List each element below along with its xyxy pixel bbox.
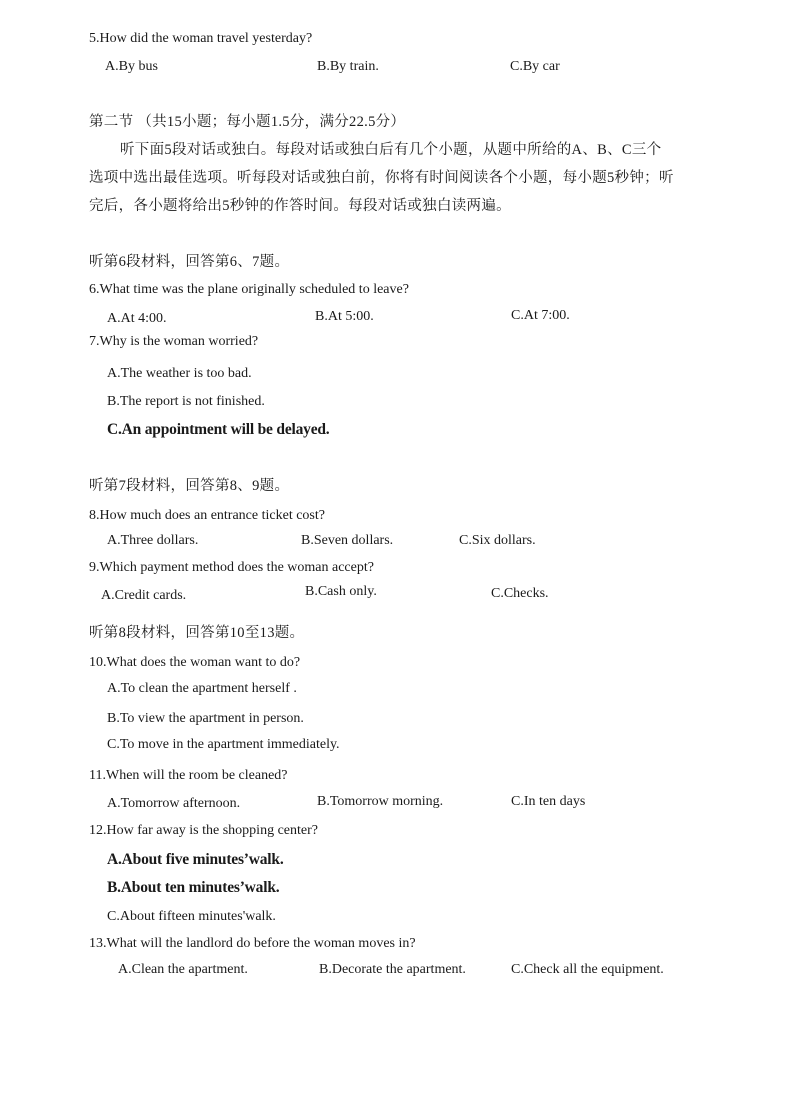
q12-option-c: C.About fifteen minutes'walk.: [107, 909, 276, 924]
section-heading: 第二节 （共15小题；每小题1.5分，满分22.5分）: [89, 114, 406, 130]
q7-option-b: B.The report is not finished.: [107, 394, 265, 409]
q8-option-a: A.Three dollars.: [107, 533, 199, 548]
q6-option-b: B.At 5:00.: [315, 309, 374, 324]
q11-option-a: A.Tomorrow afternoon.: [107, 796, 241, 811]
q13-option-a: A.Clean the apartment.: [118, 962, 248, 977]
question-12: 12.How far away is the shopping center?: [89, 823, 318, 838]
question-10: 10.What does the woman want to do?: [89, 655, 301, 670]
question-5: 5.How did the woman travel yesterday?: [89, 31, 313, 46]
q6-option-a: A.At 4:00.: [107, 311, 167, 326]
question-8: 8.How much does an entrance ticket cost?: [89, 508, 325, 523]
q5-option-c: C.By car: [510, 59, 560, 74]
q5-option-b: B.By train.: [317, 59, 379, 74]
q10-option-c: C.To move in the apartment immediately.: [107, 737, 340, 752]
question-7: 7.Why is the woman worried?: [89, 334, 259, 349]
q5-option-a: A.By bus: [105, 59, 158, 74]
part-6-intro: 听第6段材料，回答第6、7题。: [89, 254, 290, 270]
q6-option-c: C.At 7:00.: [511, 308, 570, 323]
instructions-line-1: 听下面5段对话或独白。每段对话或独白后有几个小题，从题中所给的A、B、C三个: [120, 142, 662, 158]
q8-option-b: B.Seven dollars.: [301, 533, 394, 548]
instructions-line-2: 选项中选出最佳选项。听每段对话或独白前，你将有时间阅读各个小题，每小题5秒钟；听: [89, 170, 674, 186]
q10-option-a: A.To clean the apartment herself .: [107, 681, 297, 696]
part-8-intro: 听第8段材料，回答第10至13题。: [89, 625, 305, 641]
instructions-line-3: 完后，各小题将给出5秒钟的作答时间。每段对话或独白读两遍。: [89, 198, 511, 214]
q7-option-c: C.An appointment will be delayed.: [107, 421, 330, 438]
q9-option-a: A.Credit cards.: [101, 588, 187, 603]
q12-option-b: B.About ten minutes’walk.: [107, 879, 280, 896]
q9-option-b: B.Cash only.: [305, 584, 377, 599]
q11-option-c: C.In ten days: [511, 794, 586, 809]
q11-option-b: B.Tomorrow morning.: [317, 794, 444, 809]
q7-option-a: A.The weather is too bad.: [107, 366, 252, 381]
q10-option-b: B.To view the apartment in person.: [107, 711, 304, 726]
q13-option-b: B.Decorate the apartment.: [319, 962, 466, 977]
question-6: 6.What time was the plane originally scheduled to leave?: [89, 282, 409, 297]
q13-option-c: C.Check all the equipment.: [511, 962, 664, 977]
question-13: 13.What will the landlord do before the woman moves in?: [89, 936, 416, 951]
question-11: 11.When will the room be cleaned?: [89, 768, 288, 783]
question-9: 9.Which payment method does the woman accept?: [89, 560, 374, 575]
q12-option-a: A.About five minutes’walk.: [107, 851, 284, 868]
part-7-intro: 听第7段材料，回答第8、9题。: [89, 478, 290, 494]
q9-option-c: C.Checks.: [491, 586, 549, 601]
q8-option-c: C.Six dollars.: [459, 533, 536, 548]
